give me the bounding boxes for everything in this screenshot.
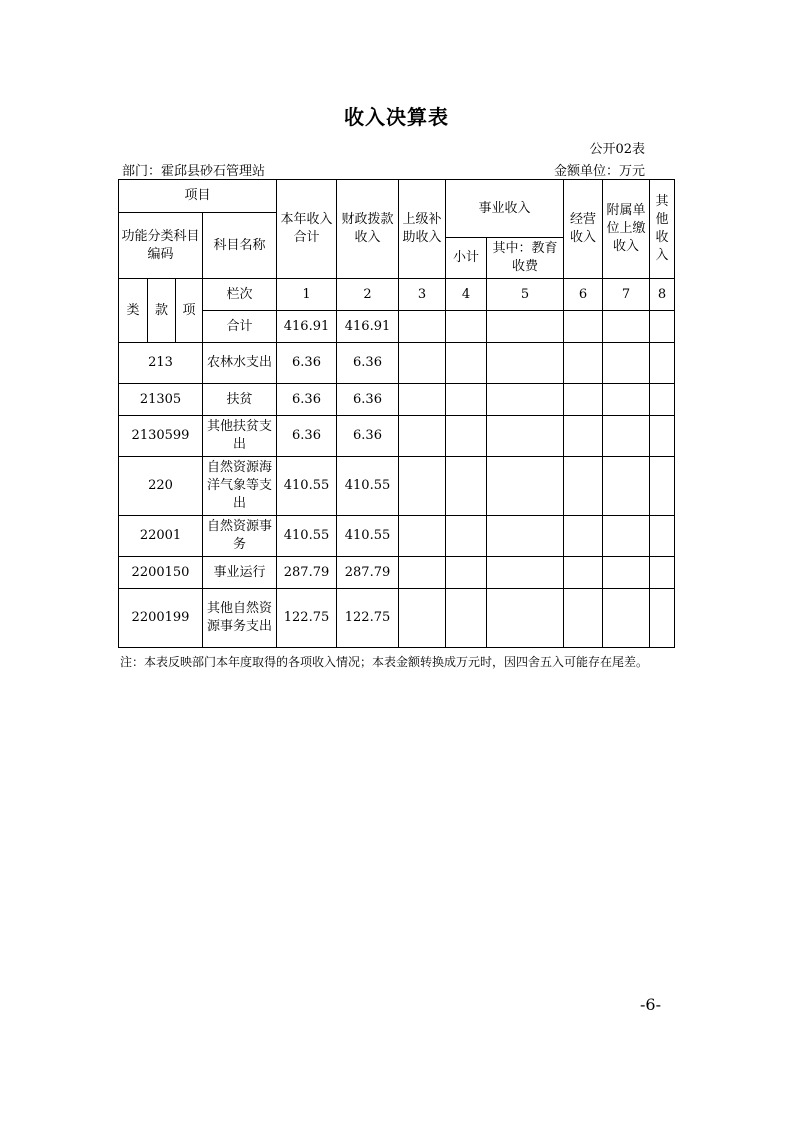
header-project: 项目	[119, 180, 277, 213]
row-fiscal: 410.55	[337, 457, 399, 516]
header-affiliated: 附属单位上缴收入	[603, 180, 650, 279]
header-func-code: 功能分类科目编码	[119, 213, 203, 279]
col-num: 8	[650, 279, 675, 311]
form-number: 公开02表	[589, 142, 645, 157]
header-other: 其他收入	[650, 180, 675, 279]
table-row	[119, 384, 675, 416]
col-num: 3	[399, 279, 446, 311]
header-business: 事业收入	[446, 180, 564, 238]
row-name: 自然资源海洋气象等支出	[203, 457, 277, 516]
row-fiscal: 6.36	[337, 416, 399, 457]
row-code: 22001	[119, 516, 203, 557]
row-name: 其他自然资源事务支出	[203, 589, 277, 648]
row-total: 6.36	[277, 384, 337, 416]
amount-unit-label: 金额单位：万元	[553, 164, 645, 179]
header-business-edu: 其中：教育收费	[487, 238, 564, 279]
header-fiscal: 财政拨款收入	[337, 180, 399, 279]
table-row	[119, 457, 675, 516]
row-fiscal: 6.36	[337, 384, 399, 416]
header-total: 本年收入合计	[277, 180, 337, 279]
page-title: 收入决算表	[344, 105, 449, 129]
row-fiscal: 6.36	[337, 343, 399, 384]
row-name: 自然资源事务	[203, 516, 277, 557]
table-row	[119, 516, 675, 557]
table-row	[119, 416, 675, 457]
col-num: 2	[337, 279, 399, 311]
row-fiscal: 410.55	[337, 516, 399, 557]
sum-label: 合计	[203, 311, 277, 343]
header-operating: 经营收入	[564, 180, 603, 279]
row-code: 2130599	[119, 416, 203, 457]
col-num: 6	[564, 279, 603, 311]
table-note: 注：本表反映部门本年度取得的各项收入情况；本表金额转换成万元时，因四舍五入可能存在尾差。	[120, 655, 649, 669]
row-name: 事业运行	[203, 557, 277, 589]
row-fiscal: 287.79	[337, 557, 399, 589]
row-total: 6.36	[277, 416, 337, 457]
row-name: 扶贫	[203, 384, 277, 416]
row-code: 220	[119, 457, 203, 516]
header-class: 类	[119, 279, 148, 343]
row-total: 287.79	[277, 557, 337, 589]
row-total: 410.55	[277, 457, 337, 516]
col-num: 7	[603, 279, 650, 311]
row-total: 122.75	[277, 589, 337, 648]
row-code: 2200199	[119, 589, 203, 648]
row-fiscal: 122.75	[337, 589, 399, 648]
col-num: 4	[446, 279, 487, 311]
header-superior: 上级补助收入	[399, 180, 446, 279]
page-number: -6-	[640, 995, 661, 1014]
row-total: 410.55	[277, 516, 337, 557]
col-num: 5	[487, 279, 564, 311]
row-code: 213	[119, 343, 203, 384]
header-column-no: 栏次	[203, 279, 277, 311]
department-label: 部门：霍邱县砂石管理站	[122, 164, 266, 179]
header-item: 项	[176, 279, 203, 343]
header-section: 款	[148, 279, 176, 343]
row-code: 2200150	[119, 557, 203, 589]
row-name: 其他扶贫支出	[203, 416, 277, 457]
row-total: 6.36	[277, 343, 337, 384]
table-row	[119, 589, 675, 648]
col-num: 1	[277, 279, 337, 311]
table-row	[119, 557, 675, 589]
sum-fiscal: 416.91	[337, 311, 399, 343]
header-subject-name: 科目名称	[203, 213, 277, 279]
row-code: 21305	[119, 384, 203, 416]
row-name: 农林水支出	[203, 343, 277, 384]
table-row	[119, 343, 675, 384]
income-table	[118, 179, 675, 648]
header-business-subtotal: 小计	[446, 238, 487, 279]
sum-total: 416.91	[277, 311, 337, 343]
